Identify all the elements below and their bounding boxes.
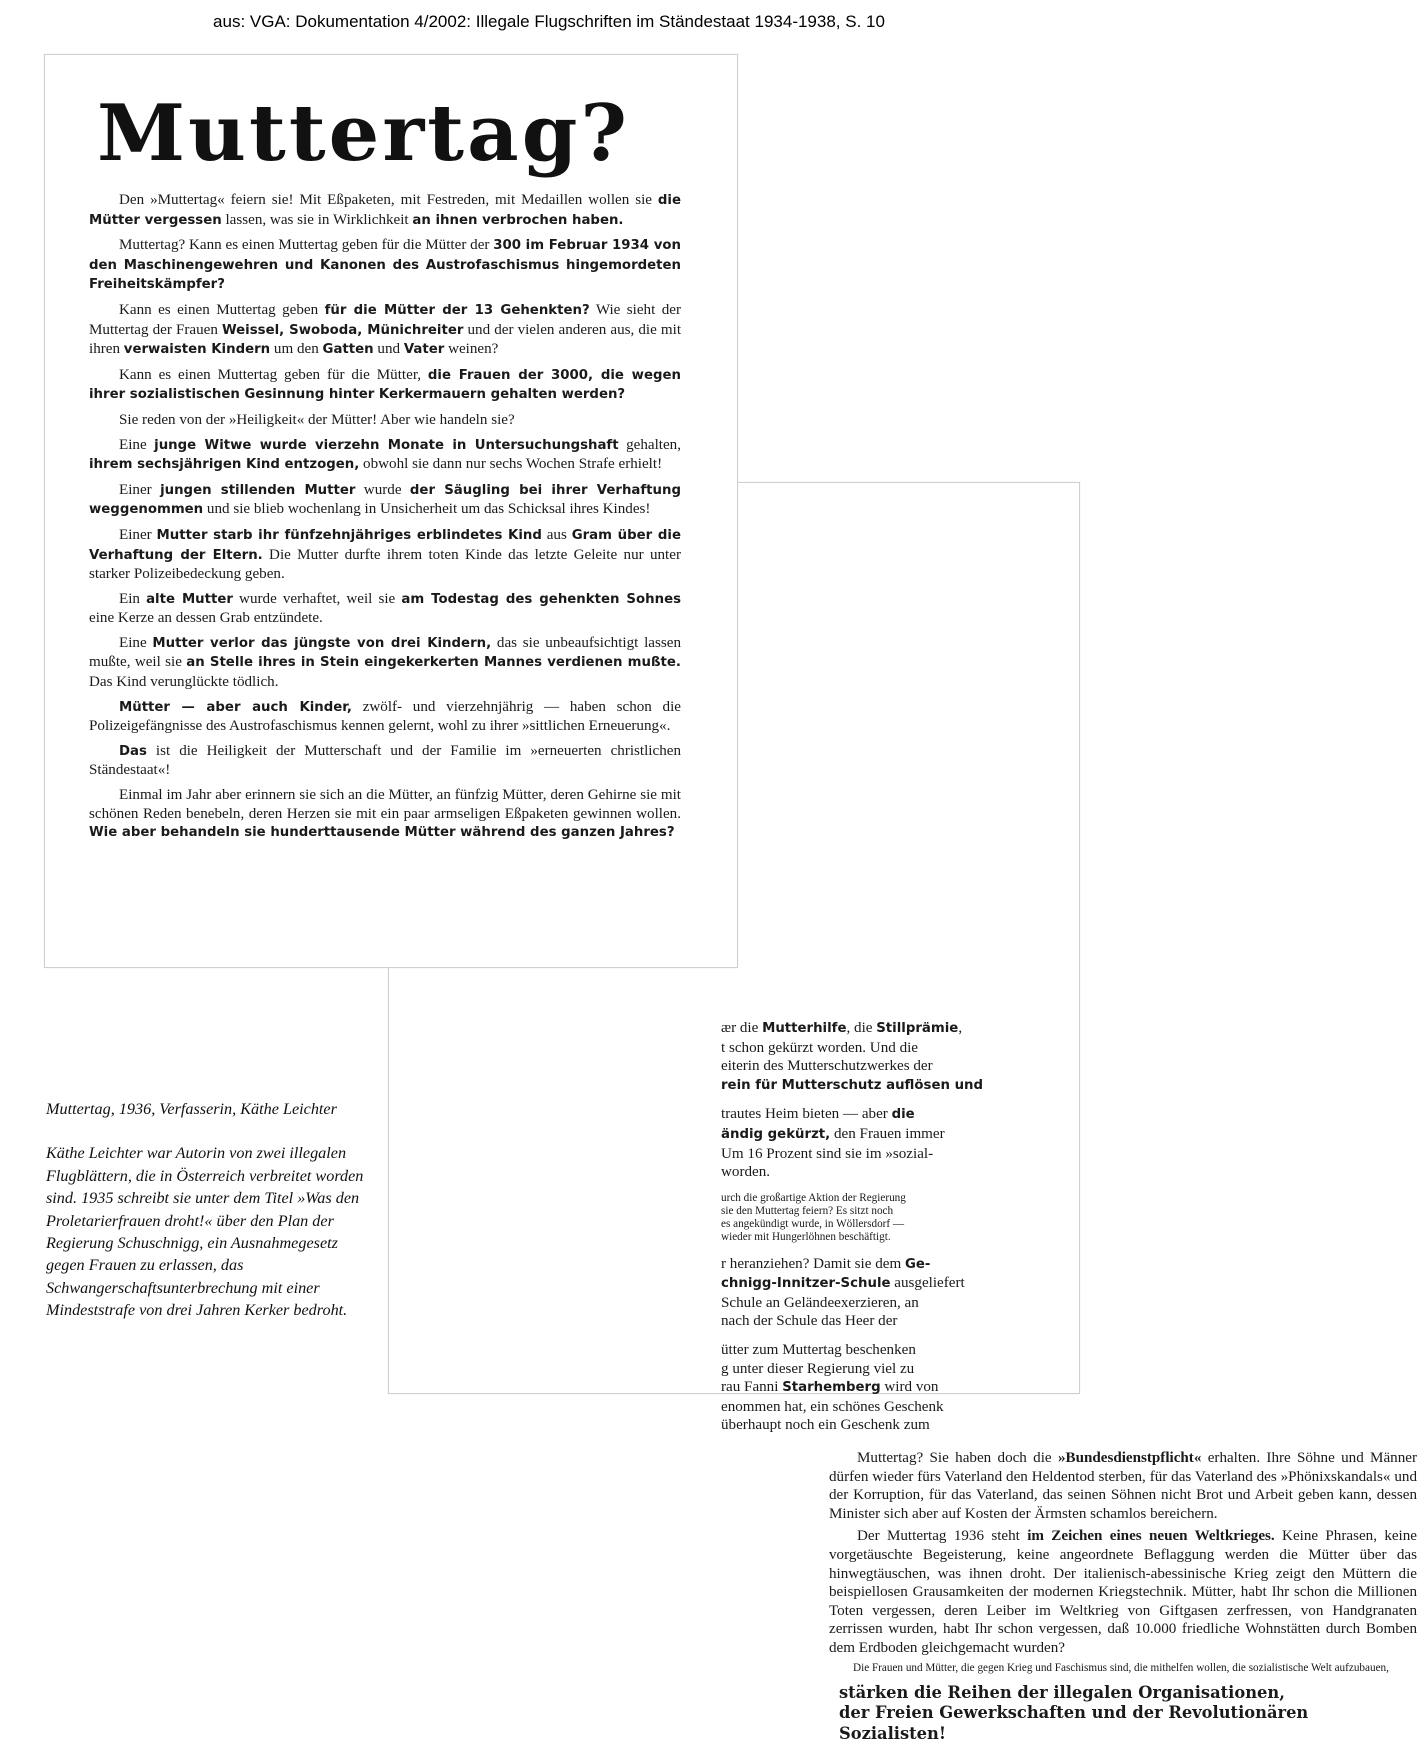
text-run: rau Fanni (721, 1379, 783, 1396)
text-run: Muttertag? Sie haben doch die (857, 1450, 1058, 1466)
emphasis-text: die Mütter vergessen (89, 193, 681, 228)
text-run: wieder mit Hungerlöhnen beschäftigt. (721, 1231, 891, 1244)
emphasis-text: chnigg-Innitzer-Schule (721, 1276, 891, 1292)
emphasis-text: Das (119, 743, 147, 759)
emphasis-text: »Bundesdienstpflicht« (1057, 1450, 1202, 1466)
text-run: Kann es einen Muttertag geben für die Mütter, (119, 366, 428, 383)
leaflet-paragraph (89, 366, 681, 405)
text-run: um den (270, 341, 323, 358)
caption-description: Käthe Leichter war Autorin von zwei illegalen Flugblättern, die in Österreich verbreitet worden sind. 1935 schreibt sie unter dem Titel »Was den Proletarierfrauen droht!« über den Plan der Regierung Schuschnigg, ein Ausnahmegesetz gegen Frauen zu erlassen, das Schwangerschaftsunterbrechung mit einer Mindeststrafe von drei Jahren Kerker bedroht. (46, 1144, 364, 1320)
emphasis-text: die Frauen der 3000, die wegen ihrer sozialistischen Gesinnung hinter Kerkermauern gehalten werden? (89, 367, 681, 403)
emphasis-text: für die Mütter der 13 Gehenkten? (324, 302, 590, 318)
back-page-line (721, 1076, 1039, 1096)
back-page-line (721, 1205, 1039, 1218)
back-page-paragraph (829, 1449, 1417, 1523)
text-run: t schon gekürzt worden. Und die (721, 1039, 919, 1056)
text-run: enommen hat, ein schönes Geschenk (721, 1398, 944, 1415)
emphasis-text: Mutter starb ihr fünfzehnjähriges erblindetes Kind (156, 527, 542, 543)
back-page-line (721, 1274, 1039, 1294)
back-page-block (721, 1255, 1039, 1331)
back-page-line (721, 1294, 1039, 1313)
text-run: und (373, 341, 404, 358)
emphasis-text: Ge- (904, 1256, 931, 1272)
text-run: Schule an Geländeexerzieren, an (721, 1294, 919, 1311)
emphasis-text: der Säugling bei ihrer Verhaftung weggenommen (89, 482, 681, 518)
text-run: urch die großartige Aktion der Regierung (721, 1191, 906, 1204)
back-page-call-to-action (829, 1683, 1417, 1744)
leaflet-paragraph (89, 301, 681, 360)
cta-line: der Freien Gewerkschaften und der Revolutionären (839, 1703, 1309, 1723)
emphasis-text: Mutter verlor das jüngste von drei Kindern, (152, 635, 492, 651)
caption (46, 1098, 366, 1344)
back-page-line (721, 1105, 1039, 1125)
text-run: Sie reden von der »Heiligkeit« der Mütter! Aber wie handeln sie? (119, 411, 515, 428)
leaflet-paragraph (89, 191, 681, 230)
emphasis-text: jungen stillenden Mutter (160, 482, 356, 498)
emphasis-text: 300 im Februar 1934 von den Maschinengewehren und Kanonen des Austrofaschismus hingemordeten Freiheitskämpfer? (89, 238, 681, 293)
back-page-line (721, 1416, 1039, 1435)
text-run: und sie blieb wochenlang in Unsicherheit um das Schicksal ihres Kindes! (203, 501, 651, 518)
back-page-line (721, 1019, 1039, 1039)
text-run: Das Kind verunglückte tödlich. (89, 674, 279, 691)
emphasis-text: verwaisten Kindern (123, 342, 271, 358)
emphasis-text: an Stelle ihres in Stein eingekerkerten Mannes verdienen mußte. (186, 655, 681, 671)
text-run: Die Mutter durfte ihrem toten Kinde das letzte Geleite nur unter starker Polizeibedeckung geben. (89, 546, 681, 583)
back-page-line (721, 1378, 1039, 1398)
text-run: Den »Muttertag« feiern sie! Mit Eßpaketen, mit Festreden, mit Medaillen wollen sie (119, 192, 658, 208)
text-run: Einmal im Jahr aber erinnern sie sich an die Mütter, an fünfzig Mütter, deren Gehirne sie mit schönen Reden benebeln, deren Herzen sie mit ein paar armseligen Eßpaketen gewinnen wollen. (89, 787, 681, 822)
back-page-block (721, 1105, 1039, 1181)
text-run: obwohl sie dann nur sechs Wochen Strafe erhielt! (359, 456, 663, 473)
text-run: aus (541, 526, 572, 543)
back-page-column (721, 1019, 1039, 1445)
back-page-block (721, 1341, 1039, 1435)
text-run: Ein (119, 590, 147, 607)
text-run: ist die Heiligkeit der Mutterschaft und der Familie im »erneuerten christlichen Ständestaat«! (89, 742, 681, 779)
text-run: wird von (880, 1379, 939, 1396)
back-page-paragraph (829, 1527, 1417, 1657)
text-run: überhaupt noch ein Geschenk zum (721, 1417, 930, 1434)
text-run: weinen? (444, 341, 499, 358)
leaflet-paragraph (89, 786, 681, 843)
text-run: ütter zum Muttertag beschenken (721, 1341, 916, 1358)
emphasis-text: im Zeichen eines neuen Weltkrieges. (1027, 1528, 1275, 1545)
back-page-line (721, 1398, 1039, 1417)
back-page-line (721, 1231, 1039, 1244)
cta-line: Sozialisten! (839, 1723, 946, 1743)
text-run: den Frauen immer (830, 1125, 945, 1142)
emphasis-text: an ihnen verbrochen haben. (412, 212, 624, 228)
leaflet-paragraph (89, 436, 681, 475)
emphasis-text: Mütter — aber auch Kinder, (119, 699, 352, 715)
text-run: g unter dieser Regierung viel zu (721, 1360, 915, 1377)
emphasis-text: junge Witwe wurde vierzehn Monate in Untersuchungshaft (154, 437, 619, 453)
text-run: Um 16 Prozent sind sie im »sozial- (721, 1145, 934, 1162)
back-page-line (721, 1125, 1039, 1145)
text-run: r heranziehen? Damit sie dem (721, 1255, 905, 1272)
text-run: eiterin des Mutterschutzwerkes der (721, 1058, 933, 1075)
emphasis-text: alte Mutter (146, 591, 233, 607)
source-citation: aus: VGA: Dokumentation 4/2002: Illegale Flugschriften im Ständestaat 1934-1938, S. 10 (213, 12, 885, 31)
emphasis-text: ändig gekürzt, (721, 1126, 831, 1142)
text-run: gehalten, (618, 436, 681, 453)
emphasis-text: am Todestag des gehenkten Sohnes (401, 591, 682, 607)
text-run: erhalten. Ihre Söhne und Männer dürfen wieder fürs Vaterland den Heldentod sterben, für das Vaterland des »Phönixskandals« und der Korruption, für das Vaterland, das seinen Söhnen nicht Brot und Arbeit geben kann, dessen Minister sich aber auf Kosten der Ärmsten schamlos bereichern. (829, 1450, 1417, 1522)
leaflet-paragraph (89, 526, 681, 584)
back-page-paragraphs (829, 1449, 1417, 1658)
emphasis-text: die (891, 1107, 915, 1123)
cta-line: stärken die Reihen der illegalen Organisationen, (839, 1682, 1285, 1702)
back-page-line (721, 1341, 1039, 1360)
back-page-appeal: Die Frauen und Mütter, die gegen Krieg und Faschismus sind, die mithelfen wollen, die sozialistische Welt aufzubauen, (853, 1661, 1389, 1674)
emphasis-text: Gatten (322, 342, 374, 358)
back-page-line (721, 1039, 1039, 1058)
text-run: wurde verhaftet, weil sie (232, 590, 402, 607)
text-run: zwölf- und vierzehnjährig — haben schon die Polizeigefängnisse des Austrofaschismus kennen gelernt, wohl zu ihrer »sittlichen Erneuerung«. (89, 698, 681, 735)
text-run: Einer (119, 526, 157, 543)
leaflet-paragraph (89, 590, 681, 628)
text-run: lassen, was sie in Wirklichkeit (221, 211, 413, 228)
back-page-line (721, 1145, 1039, 1164)
text-run: nach der Schule das Heer der (721, 1313, 898, 1330)
emphasis-text: ihrem sechsjährigen Kind entzogen, (89, 457, 360, 473)
leaflet-title: Muttertag? (97, 88, 631, 179)
text-run: sie den Muttertag feiern? Es sitzt noch (721, 1204, 894, 1217)
text-run: das sie unbeaufsichtigt lassen mußte, weil sie (89, 634, 681, 671)
leaflet-paragraph (89, 236, 681, 295)
emphasis-text: rein für Mutterschutz auflösen und (721, 1077, 984, 1093)
leaflet-paragraph (89, 698, 681, 736)
text-run: ær die (721, 1020, 763, 1036)
text-run: Muttertag? Kann es einen Muttertag geben für die Mütter der (119, 237, 494, 254)
leaflet-paragraph (89, 411, 681, 430)
back-page-block (721, 1019, 1039, 1095)
leaflet-paragraph (89, 481, 681, 520)
text-run: Keine Phrasen, keine vorgetäuschte Begeisterung, keine angeordnete Beflaggung werden die Mütter über das hinwegtäuschen, was ihnen droht. Der italienisch-abessinische Krieg zeigt den Müttern die beispiellosen Grausamkeiten der modernen Kriegstechnik. Mütter, habt Ihr schon die Millionen Toten vergessen, deren Leiber im Weltkrieg von Giftgasen zerfressen, von Handgranaten zerrissen wurden, habt Ihr schon vergessen, daß 10.000 friedliche Wohnstätten durch Bomben dem Erdboden gleichgemacht wurden? (829, 1528, 1417, 1656)
back-page-line (721, 1360, 1039, 1379)
back-page-line (721, 1057, 1039, 1076)
emphasis-text: Gram über die Verhaftung der Eltern. (89, 527, 682, 563)
leaflet-front-page (44, 54, 738, 968)
text-run: Wie sieht der Muttertag der Frauen (89, 301, 681, 338)
text-run: trautes Heim bieten — aber (721, 1106, 892, 1123)
text-run: Kann es einen Muttertag geben (119, 301, 325, 318)
back-page-line (721, 1163, 1039, 1182)
emphasis-text: Mutterhilfe (762, 1021, 847, 1036)
leaflet-paragraph (89, 742, 681, 780)
back-page-line (721, 1312, 1039, 1331)
leaflet-paragraph (89, 634, 681, 692)
text-run: , (958, 1020, 963, 1036)
text-run: eine Kerze an dessen Grab entzündete. (89, 610, 323, 627)
text-run: es angekündigt wurde, in Wöllersdorf — (721, 1218, 905, 1231)
text-run: Eine (119, 436, 155, 453)
text-run: und der vielen anderen aus, die mit ihren (89, 321, 682, 358)
back-page-line (721, 1218, 1039, 1231)
text-run: Der Muttertag 1936 steht (857, 1528, 1028, 1545)
back-page-text (829, 1449, 1417, 1744)
emphasis-text: Weissel, Swoboda, Münichreiter (221, 322, 464, 338)
text-run: worden. (721, 1164, 771, 1181)
emphasis-text: Starhemberg (782, 1380, 881, 1396)
text-run: Eine (119, 634, 153, 651)
text-run: , die (846, 1020, 877, 1036)
back-page-block (721, 1192, 1039, 1245)
back-page-line (721, 1192, 1039, 1205)
leaflet-body (89, 191, 681, 849)
caption-title: Muttertag, 1936, Verfasserin, Käthe Leichter (46, 1100, 337, 1118)
back-page-line (721, 1255, 1039, 1275)
text-run: wurde (355, 481, 410, 498)
emphasis-text: Vater (403, 342, 445, 358)
text-run: ausgeliefert (890, 1275, 965, 1292)
emphasis-text: Stillprämie (876, 1021, 959, 1036)
text-run: Einer (119, 481, 161, 498)
emphasis-text: Wie aber behandeln sie hunderttausende Mütter während des ganzen Jahres? (89, 825, 675, 841)
